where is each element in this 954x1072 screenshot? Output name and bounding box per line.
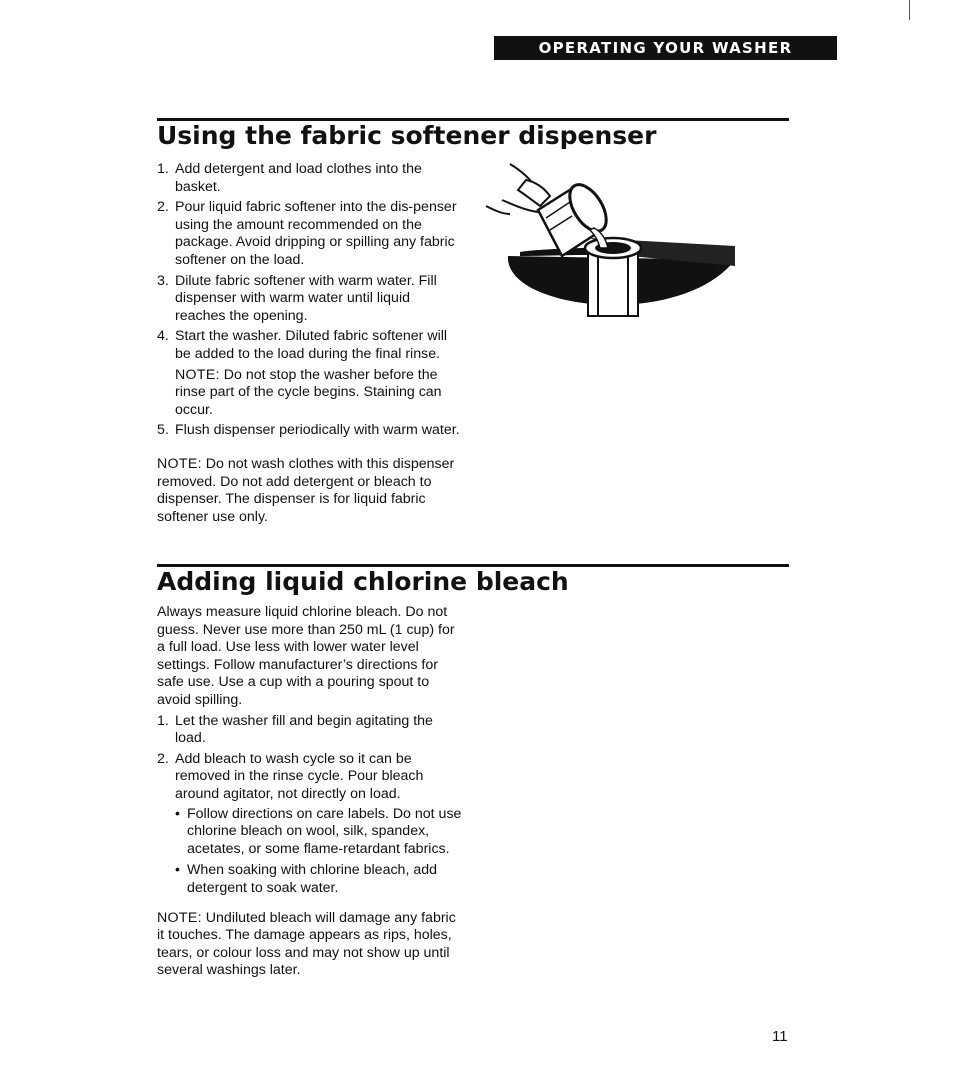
list-item: 3. Dilute fabric softener with warm water. Fill dispenser with warm water until liquid reaches the opening.: [157, 272, 437, 324]
bleach-intro: Always measure liquid chlorine bleach. Do not guess. Never use more than 250 mL (1 cup) for a full load. Use less with lower water level settings. Follow manufacturer’s directions for safe use. Use a cup with a pouring spout to avoid spilling.: [157, 604, 455, 708]
bleach-note: NOTE: Undiluted bleach will damage any fabric it touches. The damage appears as rips, holes, tears, or colour loss and may not show up until several washings later.: [157, 909, 456, 979]
list-item: 5. Flush dispenser periodically with warm water.: [157, 422, 460, 439]
list-item: 2. Pour liquid fabric softener into the dis-penser using the amount recommended on the package. Avoid dripping or spilling any fabric softener on the load.: [157, 199, 457, 268]
section-banner: OPERATING YOUR WASHER: [494, 36, 837, 60]
page-number: 11: [772, 1028, 788, 1045]
bleach-care-bullets: [175, 806, 462, 898]
fabric-softener-instructions: [157, 161, 462, 529]
list-item: 1. Add detergent and load clothes into the basket.: [157, 161, 422, 195]
list-item: 1. Let the washer fill and begin agitating the load.: [157, 712, 433, 747]
page-edge-mark: [909, 0, 910, 20]
bleach-steps: [157, 713, 462, 898]
fabric-softener-steps: [157, 161, 462, 440]
list-item: • When soaking with chlorine bleach, add detergent to soak water.: [175, 862, 438, 896]
bullet-icon: •: [175, 862, 180, 879]
bullet-icon: •: [175, 805, 180, 822]
section-title-chlorine-bleach: Adding liquid chlorine bleach: [157, 567, 569, 596]
list-item: 4. Start the washer. Diluted fabric softener will be added to the load during the final rinse. NOTE: Do not stop the washer before the rinse part of the cycle begins. Staining can occur.: [157, 328, 462, 419]
step-note: NOTE: Do not stop the washer before the rinse part of the cycle begins. Staining can occur.: [175, 366, 442, 418]
fabric-softener-note: NOTE: Do not wash clothes with this dispenser removed. Do not add detergent or bleach to dispenser. The dispenser is for liquid fabric softener use only.: [157, 455, 455, 525]
pouring-softener-illustration: [480, 160, 740, 320]
chlorine-bleach-instructions: [157, 604, 462, 983]
section-title-fabric-softener: Using the fabric softener dispenser: [157, 121, 657, 150]
list-item: • Follow directions on care labels. Do not use chlorine bleach on wool, silk, spandex, acetates, or some flame-retardant fabrics.: [175, 805, 462, 857]
list-item: 2. Add bleach to wash cycle so it can be removed in the rinse cycle. Pour bleach around agitator, not directly on load. • Follow directions on care labels. Do not use chlorine bleach on wool, silk, spandex, acetates, or some flame-retardant fabrics. • When soaking with chlorine bleach, add detergent to soak water.: [157, 750, 462, 896]
